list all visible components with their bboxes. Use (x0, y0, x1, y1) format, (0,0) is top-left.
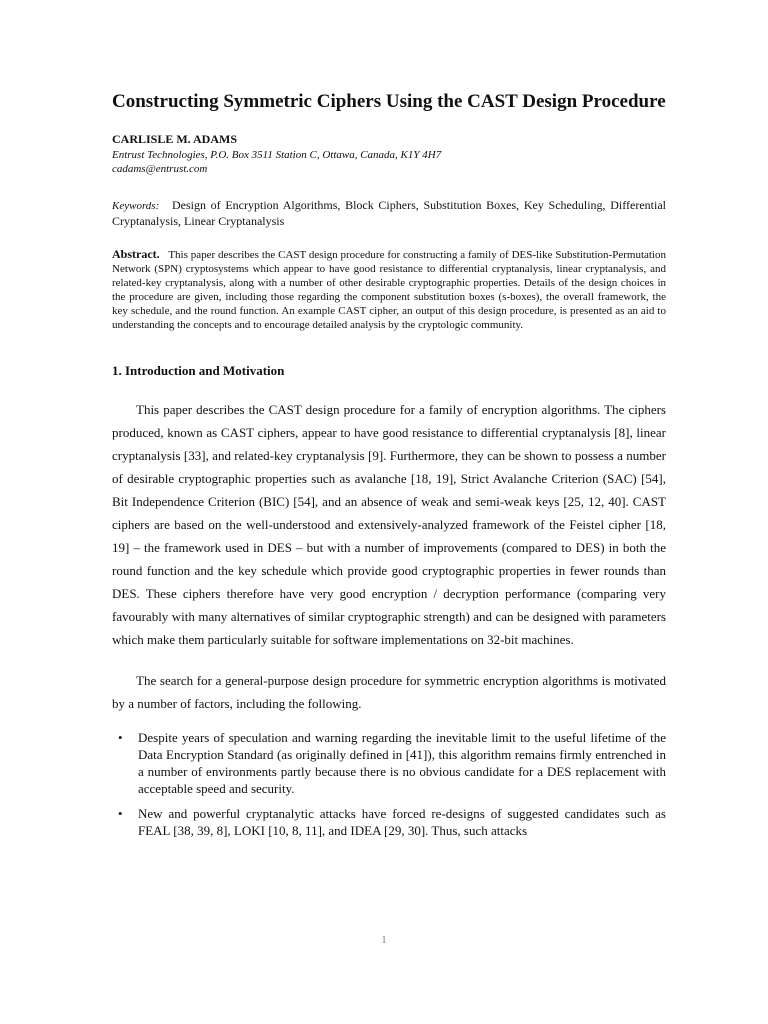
body-paragraph-2: The search for a general-purpose design procedure for symmetric encryption algorithms is motivated by a number of factors, including the following. (112, 672, 666, 711)
abstract-text: This paper describes the CAST design procedure for constructing a family of DES-like Substitution-Permutation Network (SPN) cryptosystems which appear to have good resistance to differential cryptanalysis, linear cryptanalysis, and related-key cryptanalysis, along with a number of other desirable cryptographic properties. Details of the design choices in the procedure are given, including those regarding the component substitution boxes (s-boxes), the overall framework, the key schedule, and the round function. An example CAST cipher, an output of this design procedure, is presented as an aid to understanding the concepts and to encourage detailed analysis by the cryptologic community. (112, 249, 666, 331)
bullet-list (112, 729, 666, 839)
bullet-text: New and powerful cryptanalytic attacks have forced re-designs of suggested candidates such as FEAL [38, 39, 8], LOKI [10, 8, 11], and IDEA [29, 30]. Thus, such attacks (138, 805, 666, 838)
list-item (112, 729, 666, 797)
author-affiliation: Entrust Technologies, P.O. Box 3511 Station C, Ottawa, Canada, K1Y 4H7 (112, 148, 442, 161)
bullet-icon: • (118, 805, 123, 821)
list-item (112, 805, 666, 839)
abstract-label: Abstract. (112, 247, 160, 262)
keywords-text: Design of Encryption Algorithms, Block Ciphers, Substitution Boxes, Key Scheduling, Differential Cryptanalysis, Linear Cryptanalysis (112, 198, 666, 229)
keywords-label: Keywords: (112, 200, 160, 213)
paper-title: Constructing Symmetric Ciphers Using the CAST Design Procedure (112, 91, 666, 112)
bullet-text: Despite years of speculation and warning regarding the inevitable limit to the useful lifetime of the Data Encryption Standard (as originally defined in [41]), this algorithm remains firmly entrenched in a number of environments partly because there is no obvious candidate for a DES replacement with acceptable speed and security. (138, 729, 666, 796)
section-heading: 1. Introduction and Motivation (112, 362, 285, 378)
keywords-block (112, 198, 666, 229)
bullet-icon: • (118, 729, 123, 745)
author-name: CARLISLE M. ADAMS (112, 131, 238, 146)
body-paragraph-1: This paper describes the CAST design procedure for a family of encryption algorithms. The ciphers produced, known as CAST ciphers, appear to have good resistance to differential cryptanalysis [8], linear cryptanalysis [33], and related-key cryptanalysis [9]. Furthermore, they can be shown to possess a number of desirable cryptographic properties such as avalanche [18, 19], Strict Avalanche Criterion (SAC) [54], Bit Independence Criterion (BIC) [54], and an absence of weak and semi-weak keys [25, 12, 40]. CAST ciphers are based on the well-understood and extensively-analyzed framework of the Feistel cipher [18, 19] – the framework used in DES – but with a number of improvements (compared to DES) in both the round function and the key schedule which provide good cryptographic properties in fewer rounds than DES. These ciphers therefore have very good encryption / decryption performance (comparing very favourably with many alternatives of similar cryptographic strength) and can be designed with parameters which make them particularly suitable for software implementations on 32-bit machines. (112, 401, 666, 647)
author-email: cadams@entrust.com (112, 163, 208, 176)
abstract-block (112, 247, 666, 333)
page-number: 1 (381, 935, 387, 946)
